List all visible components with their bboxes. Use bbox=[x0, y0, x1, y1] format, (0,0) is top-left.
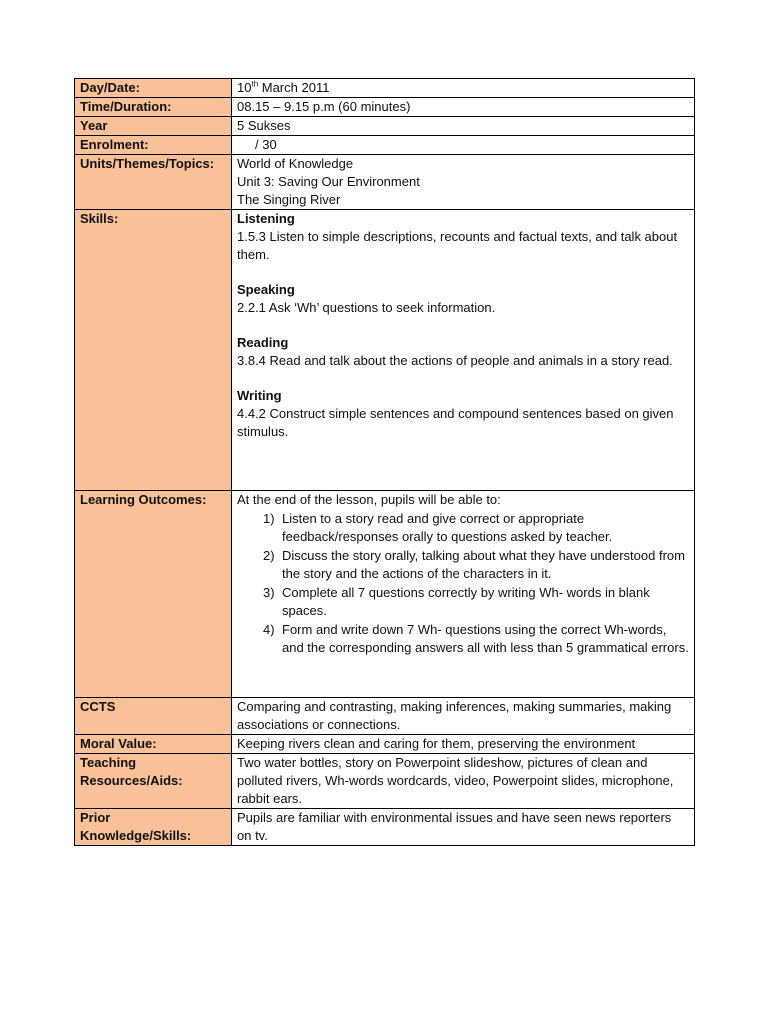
skill-text-reading: 3.8.4 Read and talk about the actions of people and animals in a story read. bbox=[237, 353, 673, 368]
label-resources-line1: Teaching bbox=[80, 755, 137, 770]
row-resources bbox=[75, 754, 695, 809]
value-prior: Pupils are familiar with environmental issues and have seen news reporters on tv. bbox=[232, 809, 695, 846]
outcome-number: 1) bbox=[263, 511, 275, 526]
label-year: Year bbox=[75, 117, 232, 136]
value-year: 5 Sukses bbox=[232, 117, 695, 136]
row-units bbox=[75, 155, 695, 210]
row-time bbox=[75, 98, 695, 117]
value-moral: Keeping rivers clean and caring for them, preserving the environment bbox=[232, 735, 695, 754]
outcome-text: Form and write down 7 Wh- questions using the correct Wh-words, and the corresponding answers all with less than 5 grammatical errors. bbox=[282, 622, 689, 655]
label-moral: Moral Value: bbox=[75, 735, 232, 754]
label-time: Time/Duration: bbox=[75, 98, 232, 117]
row-day-date bbox=[75, 79, 695, 98]
row-prior bbox=[75, 809, 695, 846]
skill-heading-speaking: Speaking bbox=[237, 282, 295, 297]
value-ccts: Comparing and contrasting, making inferences, making summaries, making associations or connections. bbox=[232, 698, 695, 735]
value-day-date bbox=[232, 79, 695, 98]
date-day: 10 bbox=[237, 80, 252, 95]
skill-text-writing: 4.4.2 Construct simple sentences and compound sentences based on given stimulus. bbox=[237, 406, 674, 439]
label-outcomes: Learning Outcomes: bbox=[75, 491, 232, 698]
label-day-date: Day/Date: bbox=[75, 79, 232, 98]
outcome-item bbox=[263, 621, 689, 657]
row-skills bbox=[75, 210, 695, 491]
unit-line: World of Knowledge bbox=[237, 156, 354, 171]
unit-line: The Singing River bbox=[237, 192, 341, 207]
outcome-text: Listen to a story read and give correct or appropriate feedback/responses orally to questions asked by teacher. bbox=[282, 511, 613, 544]
outcome-number: 2) bbox=[263, 548, 275, 563]
lesson-plan-table bbox=[74, 78, 695, 846]
date-rest: March 2011 bbox=[258, 80, 330, 95]
skill-text-listening: 1.5.3 Listen to simple descriptions, recounts and factual texts, and talk about them. bbox=[237, 229, 678, 262]
skill-heading-reading: Reading bbox=[237, 335, 289, 350]
value-skills bbox=[232, 210, 695, 491]
outcome-number: 4) bbox=[263, 622, 275, 637]
label-resources bbox=[75, 754, 232, 809]
row-outcomes bbox=[75, 491, 695, 698]
outcome-text: Discuss the story orally, talking about what they have understood from the story and the actions of the characters in it. bbox=[282, 548, 685, 581]
skill-heading-writing: Writing bbox=[237, 388, 282, 403]
value-time: 08.15 – 9.15 p.m (60 minutes) bbox=[232, 98, 695, 117]
label-enrolment: Enrolment: bbox=[75, 136, 232, 155]
row-moral bbox=[75, 735, 695, 754]
outcomes-list bbox=[237, 510, 689, 657]
label-prior bbox=[75, 809, 232, 846]
row-ccts bbox=[75, 698, 695, 735]
value-resources: Two water bottles, story on Powerpoint slideshow, pictures of clean and polluted rivers, Wh-words wordcards, video, Powerpoint slides, microphone, rabbit ears. bbox=[232, 754, 695, 809]
label-prior-line2: Knowledge/Skills: bbox=[80, 828, 192, 843]
unit-line: Unit 3: Saving Our Environment bbox=[237, 174, 420, 189]
skill-heading-listening: Listening bbox=[237, 211, 295, 226]
outcome-item bbox=[263, 547, 689, 583]
value-outcomes bbox=[232, 491, 695, 698]
outcome-text: Complete all 7 questions correctly by writing Wh- words in blank spaces. bbox=[282, 585, 650, 618]
label-ccts: CCTS bbox=[75, 698, 232, 735]
row-enrolment bbox=[75, 136, 695, 155]
value-units bbox=[232, 155, 695, 210]
label-prior-line1: Prior bbox=[80, 810, 111, 825]
row-year bbox=[75, 117, 695, 136]
outcomes-intro: At the end of the lesson, pupils will be able to: bbox=[237, 492, 501, 507]
date-suffix: th bbox=[251, 79, 259, 89]
outcome-item bbox=[263, 584, 689, 620]
value-enrolment: / 30 bbox=[232, 136, 695, 155]
outcome-item bbox=[263, 510, 689, 546]
label-skills: Skills: bbox=[75, 210, 232, 491]
outcome-number: 3) bbox=[263, 585, 275, 600]
skill-text-speaking: 2.2.1 Ask ‘Wh’ questions to seek information. bbox=[237, 300, 496, 315]
label-units: Units/Themes/Topics: bbox=[75, 155, 232, 210]
label-resources-line2: Resources/Aids: bbox=[80, 773, 183, 788]
